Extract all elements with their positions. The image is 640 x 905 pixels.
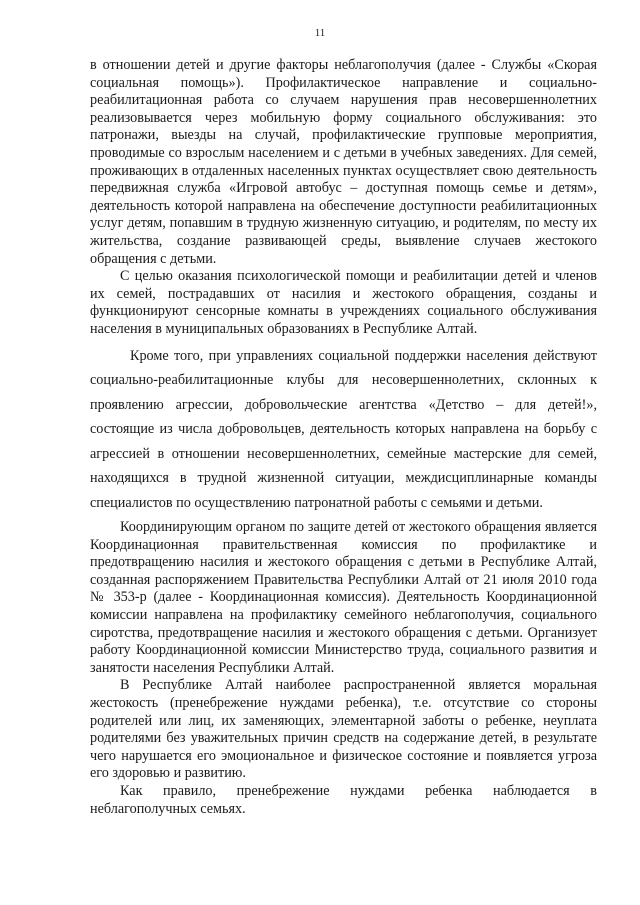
- paragraph-sensory-rooms: С целью оказания психологической помощи и реабилитации детей и членов их семей, пострадавших от насилия и жестокого обращения, созданы и функционируют сенсорные комнаты в учреждениях социального обслуживания населения в муниципальных образованиях в Республике Алтай.: [90, 268, 597, 337]
- paragraph-mobile-services: в отношении детей и другие факторы неблагополучия (далее - Службы «Скорая социальная помощь»). Профилактическое направление и социально-реабилитационная работа со случаем нарушения прав несовершеннолетних реализовывается через мобильную форму социального обслуживания: это патронажи, выезды на случай, профилактические групповые мероприятия, проводимые со взрослым населением и с детьми в учебных заведениях. Для семей, проживающих в отдаленных населенных пунктах осуществляет свою деятельность передвижная служба «Игровой автобус – доступная помощь семье и детям», деятельность которой направлена на обеспечение доступности реабилитационных услуг детям, попавшим в трудную жизненную ситуацию, и родителям, по месту их жительства, создание развивающей среды, выявление случаев жестокого обращения с детьми.: [90, 57, 597, 267]
- paragraph-neglect: Как правило, пренебрежение нуждами ребенка наблюдается в неблагополучных семьях.: [90, 782, 597, 817]
- paragraph-moral-cruelty: В Республике Алтай наиболее распространенной является моральная жестокость (пренебрежение нуждами ребенка), т.е. отсутствие со стороны родителей или лиц, их заменяющих, элементарной заботы о ребенке, неуплата родителями без уважительных причин средств на содержание детей, в результате чего нарушается его эмоциональное и физическое состояние и появляется угроза его здоровью и развитию.: [90, 677, 597, 782]
- paragraph-rehab-clubs: Кроме того, при управлениях социальной поддержки населения действуют социально-реабилитационные клубы для несовершеннолетних, склонных к проявлению агрессии, добровольческие агентства «Детство – для детей!», состоящие из числа добровольцев, деятельность которых направлена на борьбу с агрессией в отношении несовершеннолетних, семейные мастерские для семей, находящихся в трудной жизненной ситуации, междисциплинарные команды специалистов по осуществлению патронатной работы с семьями и детьми.: [90, 347, 597, 511]
- document-body: [90, 57, 597, 818]
- paragraph-coordination-commission: Координирующим органом по защите детей от жестокого обращения является Координационная правительственная комиссия по профилактике и предотвращению насилия и жестокого обращения с детьми в Республике Алтай, созданная распоряжением Правительства Республики Алтай от 21 июля 2010 года № 353-р (далее - Координационная комиссия). Деятельность Координационной комиссии направлена на профилактику семейного неблагополучия, социального сиротства, предотвращение насилия и жестокого обращения с детьми. Организует работу Координационной комиссии Министерство труда, социального развития и занятости населения Республики Алтай.: [90, 519, 597, 676]
- page-number: 11: [314, 27, 326, 39]
